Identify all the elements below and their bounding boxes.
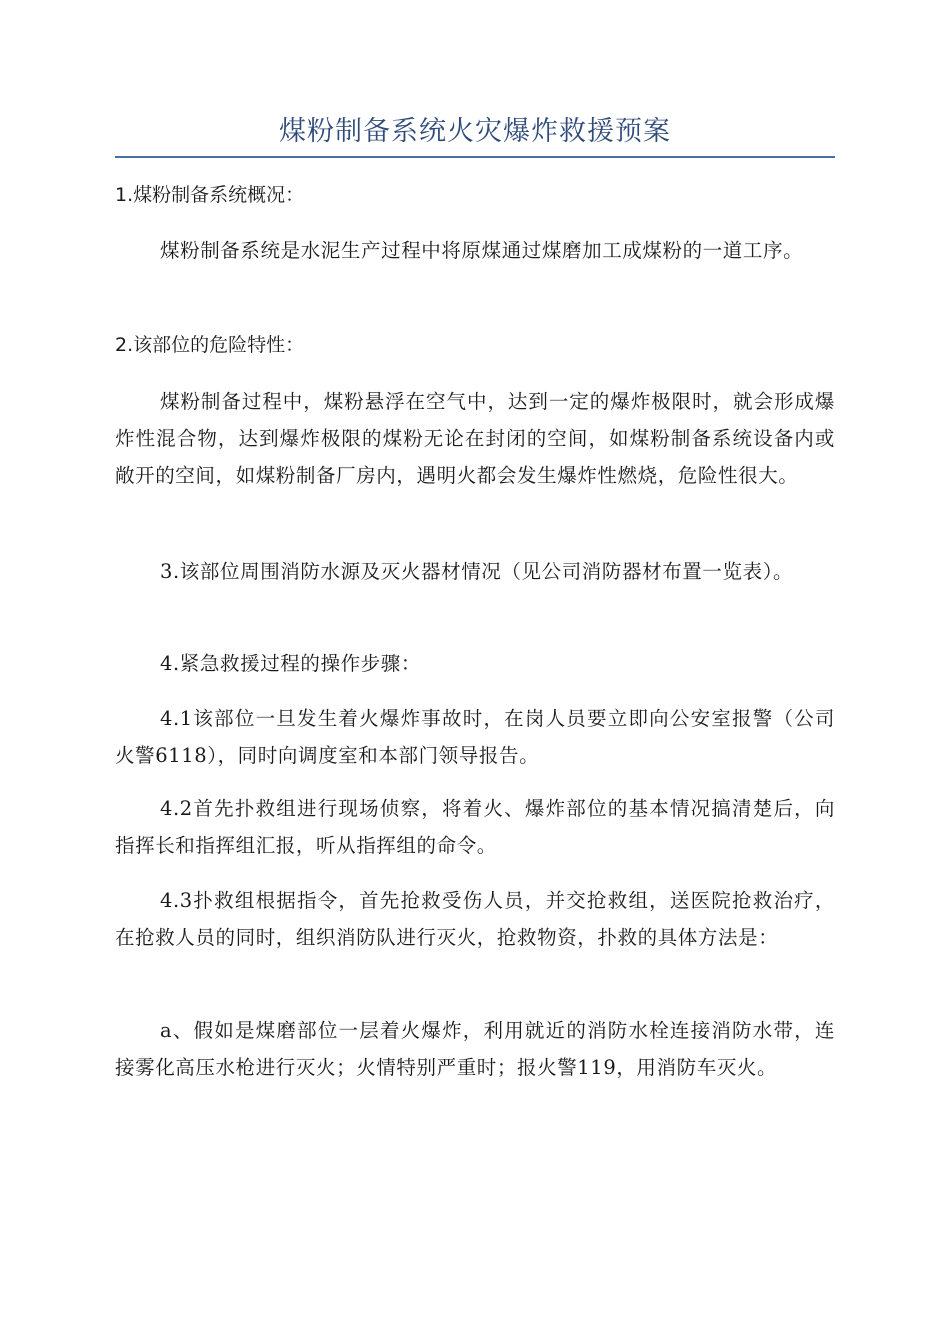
title-block [115,112,835,158]
section-1-heading: 1.煤粉制备系统概况： [115,184,305,206]
step-4-1-paragraph: 4.1该部位一旦发生着火爆炸事故时，在岗人员要立即向公安室报警（公司火警6118），同时向调度室和本部门领导报告。 [115,707,835,767]
document-title: 煤粉制备系统火灾爆炸救援预案 [279,116,671,147]
section-2-heading: 2.该部位的危险特性： [115,334,305,356]
item-a-paragraph: a、假如是煤磨部位一层着火爆炸，利用就近的消防水栓连接消防水带，连接雾化高压水枪进行灭火；火情特别严重时；报火警119，用消防车灭火。 [115,1019,835,1079]
section-2-paragraph: 煤粉制备过程中，煤粉悬浮在空气中，达到一定的爆炸极限时，就会形成爆炸性混合物，达到爆炸极限的煤粉无论在封闭的空间，如煤粉制备系统设备内或敞开的空间，如煤粉制备厂房内，遇明火都会发生爆炸性燃烧，危险性很大。 [115,390,835,487]
step-4-2-paragraph: 4.2首先扑救组进行现场侦察，将着火、爆炸部位的基本情况搞清楚后，向指挥长和指挥组汇报，听从指挥组的命令。 [115,797,835,857]
section-1-paragraph: 煤粉制备系统是水泥生产过程中将原煤通过煤磨加工成煤粉的一道工序。 [160,239,804,262]
step-4-3-paragraph: 4.3扑救组根据指令，首先抢救受伤人员，并交抢救组，送医院抢救治疗，在抢救人员的同时，组织消防队进行灭火，抢救物资，扑救的具体方法是： [115,889,835,949]
section-3-paragraph: 3.该部位周围消防水源及灭火器材情况（见公司消防器材布置一览表）。 [160,560,794,583]
section-4-heading: 4.紧急救援过程的操作步骤： [160,652,422,675]
